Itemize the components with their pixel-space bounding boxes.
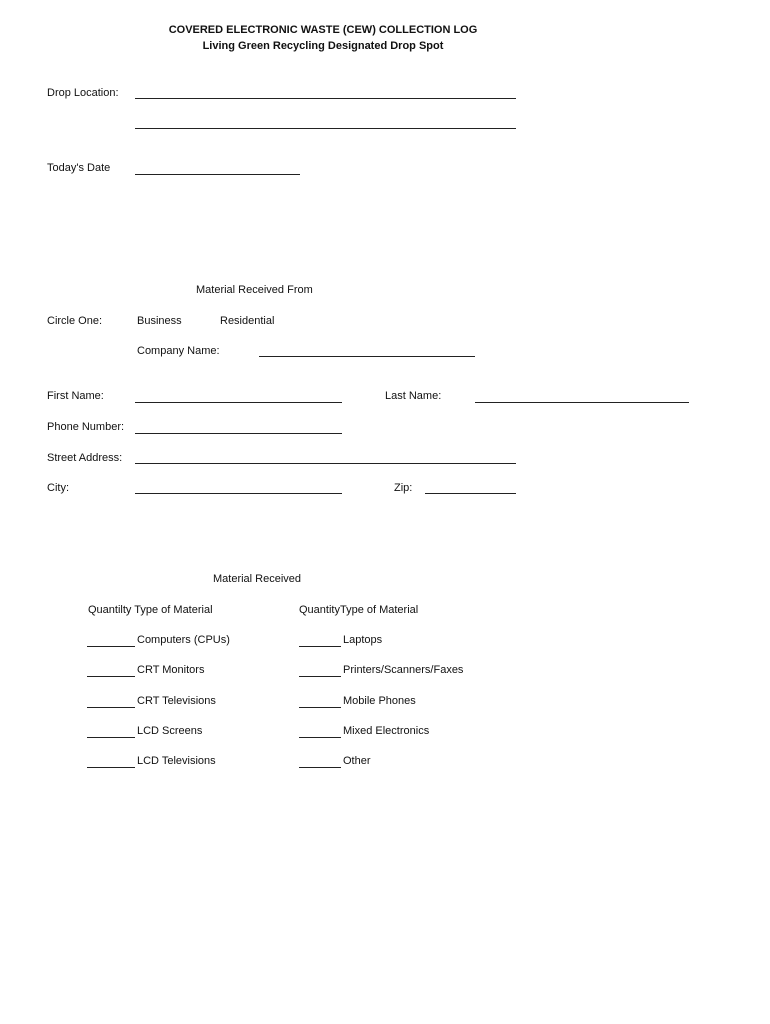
drop-location-line-1[interactable] [135,98,516,99]
material-type: Printers/Scanners/Faxes [343,664,464,676]
quantity-line[interactable] [299,676,341,677]
form-subtitle: Living Green Recycling Designated Drop Spot [202,40,444,52]
first-name-label: First Name: [47,390,104,402]
circle-one-label: Circle One: [47,315,103,327]
quantity-line[interactable] [87,767,135,768]
material-type: CRT Monitors [137,664,205,676]
city-line[interactable] [135,493,342,494]
material-type: Mobile Phones [343,695,416,707]
todays-date-line[interactable] [135,174,300,175]
received-from-heading: Material Received From [196,284,313,296]
material-type: Other [343,755,371,767]
quantity-line[interactable] [87,737,135,738]
quantity-line[interactable] [299,737,341,738]
drop-location-label: Drop Location: [47,87,119,99]
phone-label: Phone Number: [47,421,125,433]
company-name-line[interactable] [259,356,475,357]
last-name-line[interactable] [475,402,689,403]
right-column-header: QuantityType of Material [299,604,419,616]
material-type: Computers (CPUs) [137,634,230,646]
first-name-line[interactable] [135,402,342,403]
quantity-line[interactable] [299,707,341,708]
city-label: City: [47,482,69,494]
option-business[interactable]: Business [137,315,182,327]
quantity-line[interactable] [87,646,135,647]
drop-location-line-2[interactable] [135,128,516,129]
quantity-line[interactable] [87,707,135,708]
phone-line[interactable] [135,433,342,434]
street-address-line[interactable] [135,463,516,464]
company-name-label: Company Name: [137,345,220,357]
street-address-label: Street Address: [47,452,123,464]
quantity-line[interactable] [299,646,341,647]
zip-line[interactable] [425,493,516,494]
todays-date-label: Today's Date [47,162,111,174]
material-type: LCD Screens [137,725,203,737]
last-name-label: Last Name: [385,390,442,402]
option-residential[interactable]: Residential [220,315,275,327]
materials-heading: Material Received [213,573,302,585]
material-type: CRT Televisions [137,695,216,707]
quantity-line[interactable] [87,676,135,677]
material-type: LCD Televisions [137,755,216,767]
material-type: Mixed Electronics [343,725,430,737]
left-column-header: Quantilty Type of Material [88,604,213,616]
material-type: Laptops [343,634,383,646]
zip-label: Zip: [394,482,413,494]
form-title: COVERED ELECTRONIC WASTE (CEW) COLLECTION LOG [168,24,478,36]
quantity-line[interactable] [299,767,341,768]
